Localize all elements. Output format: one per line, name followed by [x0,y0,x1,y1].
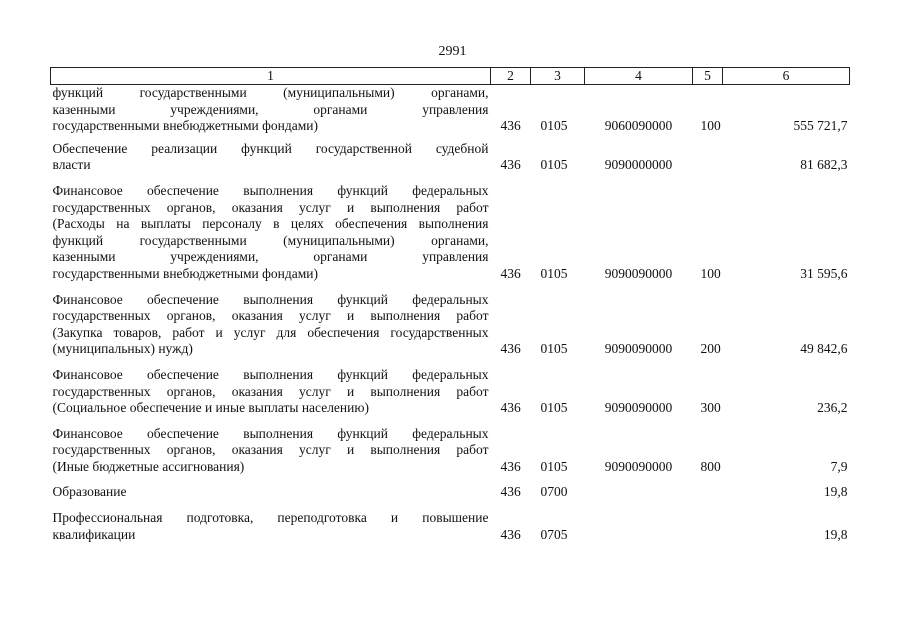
description-line: Финансовое обеспечение выполнения функций федеральных [52,182,489,198]
budget-table [50,67,850,552]
row-amount: 19,8 [823,526,848,542]
description-line: государственных органов, оказания услуг и выполнения работ [52,199,489,215]
row-amount: 236,2 [817,400,848,416]
row-ministry-code: 436 [500,458,521,474]
row-description [51,141,491,183]
row-target-article: 9090090000 [604,458,673,474]
description-line: Финансовое обеспечение выполнения функций федеральных [52,425,489,441]
row-description [51,292,491,367]
description-line: (Иные бюджетные ассигнования) [52,458,245,474]
row-target-article: 9090090000 [604,265,673,281]
row-expense-type: 200 [700,341,721,357]
row-section-code: 0105 [540,458,568,474]
row-description [51,183,491,292]
description-line: Финансовое обеспечение выполнения функций федеральных [52,291,489,307]
row-target-article: 9090090000 [604,400,673,416]
table-row [51,141,850,183]
row-description [51,510,491,552]
row-ministry-code: 436 [500,157,521,173]
row-target-article: 9090090000 [604,341,673,357]
description-line: казенными учреждениями, органами управления [52,249,489,265]
description-line: государственных органов, оказания услуг и выполнения работ [52,442,489,458]
table-row [51,484,850,510]
row-ministry-code: 436 [500,265,521,281]
row-amount: 7,9 [830,458,848,474]
header-col-3: 3 [531,68,585,85]
row-expense-type: 800 [700,458,721,474]
row-amount: 81 682,3 [800,157,848,173]
row-description [51,367,491,426]
description-line: (муниципальных) нужд) [52,341,193,357]
description-line: государственными внебюджетными фондами) [52,265,319,281]
description-line: Финансовое обеспечение выполнения функций федеральных [52,366,489,382]
row-section-code: 0105 [540,400,568,416]
description-line: (Социальное обеспечение и иные выплаты населению) [52,400,369,416]
description-line: Профессиональная подготовка, переподготовка и повышение [52,510,489,526]
row-section-code: 0105 [540,118,568,134]
description-line: Образование [52,484,127,500]
description-line: функций государственными (муниципальными) органами, [52,85,489,100]
row-section-code: 0705 [540,526,568,542]
header-col-4: 4 [585,68,693,85]
table-row [51,426,850,485]
row-target-article [585,484,693,510]
description-line: государственных органов, оказания услуг и выполнения работ [52,383,489,399]
table-header [51,68,850,85]
table-row [51,510,850,552]
row-section-code: 0105 [540,341,568,357]
row-section-code: 0700 [540,484,568,500]
row-target-article [585,510,693,552]
row-target-article: 9060090000 [604,118,673,134]
description-line: функций государственными (муниципальными) органами, [52,232,489,248]
header-col-6: 6 [723,68,850,85]
description-line: власти [52,157,91,173]
row-section-code: 0105 [540,265,568,281]
table-row [51,183,850,292]
table-row [51,292,850,367]
description-line: казенными учреждениями, органами управления [52,101,489,117]
row-expense-type: 100 [700,265,721,281]
row-expense-type [693,141,723,183]
row-expense-type [693,484,723,510]
row-expense-type: 100 [700,118,721,134]
row-description [51,484,491,510]
row-section-code: 0105 [540,157,568,173]
table-body [51,85,850,553]
header-row [51,68,850,85]
row-ministry-code: 436 [500,341,521,357]
description-line: (Расходы на выплаты персоналу в целях обеспечения выполнения [52,216,489,232]
description-line: квалификации [52,526,136,542]
row-ministry-code: 436 [500,484,521,500]
page-number: 2991 [438,44,467,59]
header-col-2: 2 [491,68,531,85]
table-row [51,367,850,426]
header-col-5: 5 [693,68,723,85]
row-description [51,426,491,485]
row-ministry-code: 436 [500,118,521,134]
row-amount: 31 595,6 [800,265,848,281]
row-amount: 49 842,6 [800,341,848,357]
row-ministry-code: 436 [500,400,521,416]
description-line: (Закупка товаров, работ и услуг для обеспечения государственных [52,324,489,340]
row-ministry-code: 436 [500,526,521,542]
row-expense-type: 300 [700,400,721,416]
description-line: государственными внебюджетными фондами) [52,118,319,134]
row-target-article: 9090000000 [604,157,673,173]
row-amount: 555 721,7 [793,118,848,134]
row-amount: 19,8 [823,484,848,500]
header-col-1: 1 [51,68,491,85]
description-line: государственных органов, оказания услуг и выполнения работ [52,308,489,324]
row-expense-type [693,510,723,552]
table-row [51,85,850,141]
row-description [51,85,491,141]
description-line: Обеспечение реализации функций государственной судебной [52,140,489,156]
